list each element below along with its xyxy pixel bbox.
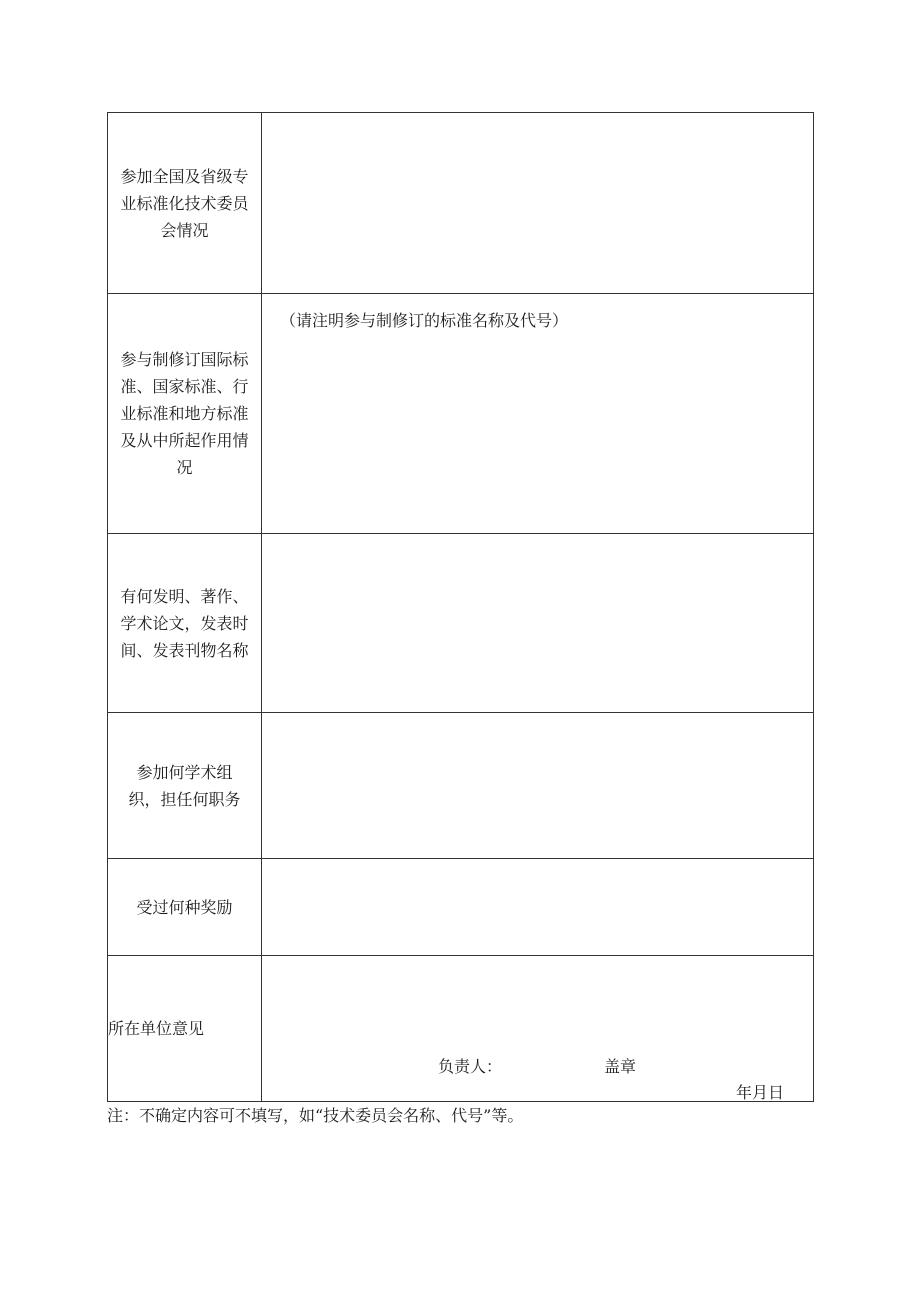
publications-input-area[interactable] bbox=[262, 534, 814, 713]
form-row-committee bbox=[108, 113, 814, 294]
application-form-table bbox=[107, 112, 814, 1102]
date-label: 年月日 bbox=[736, 1083, 785, 1102]
standards-hint-text: （请注明参与制修订的标准名称及代号） bbox=[280, 311, 569, 330]
footnote: 注：不确定内容可不填写，如“技术委员会名称、代号”等。 bbox=[107, 1106, 524, 1125]
committee-input-area[interactable] bbox=[262, 113, 814, 294]
form-row-unit-opinion bbox=[108, 956, 814, 1102]
row-label-awards: 受过何种奖励 bbox=[136, 897, 233, 917]
row-label-committee: 参加全国及省级专业标准化技术委员会情况 bbox=[120, 166, 249, 240]
row-label-organizations: 参加何学术组织，担任何职务 bbox=[128, 762, 241, 809]
form-row-awards bbox=[108, 859, 814, 956]
form-row-organizations bbox=[108, 713, 814, 859]
row-label-cell bbox=[108, 113, 262, 294]
row-label-cell bbox=[108, 859, 262, 956]
row-label-cell bbox=[108, 534, 262, 713]
organizations-input-area[interactable] bbox=[262, 713, 814, 859]
row-label-standards: 参与制修订国际标准、国家标准、行业标准和地方标准及从中所起作用情况 bbox=[120, 350, 249, 477]
unit-opinion-input-area[interactable] bbox=[262, 956, 814, 1102]
awards-input-area[interactable] bbox=[262, 859, 814, 956]
row-label-cell bbox=[108, 294, 262, 534]
row-label-unit-opinion: 所在单位意见 bbox=[108, 1019, 205, 1038]
form-row-publications bbox=[108, 534, 814, 713]
row-label-cell bbox=[108, 956, 262, 1102]
person-in-charge-label: 负责人： bbox=[438, 1057, 503, 1076]
row-label-publications: 有何发明、著作、学术论文，发表时间、发表刊物名称 bbox=[120, 586, 249, 660]
row-label-cell bbox=[108, 713, 262, 859]
seal-label: 盖章 bbox=[604, 1057, 637, 1076]
standards-input-area[interactable] bbox=[262, 294, 814, 534]
form-row-standards bbox=[108, 294, 814, 534]
